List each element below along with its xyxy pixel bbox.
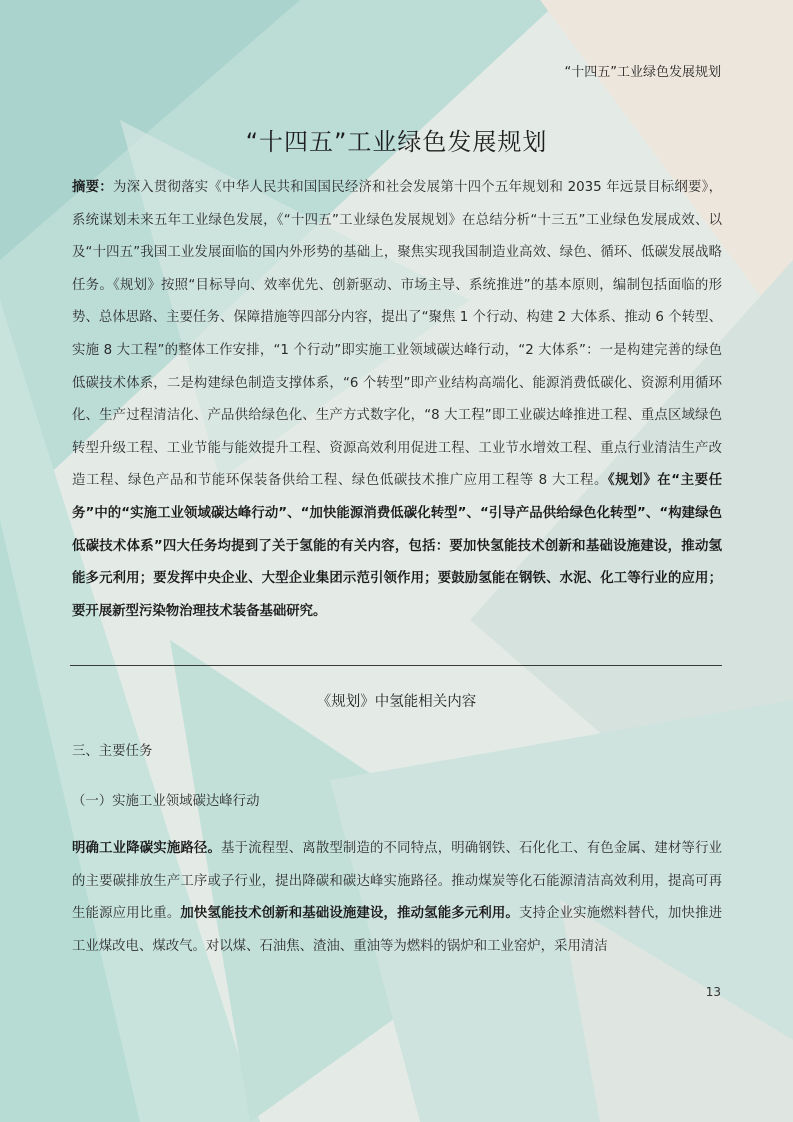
body-paragraph [72,833,722,963]
abstract-hydrogen-summary: 《规划》在“主要任务”中的“实施工业领域碳达峰行动”、“加快能源消费低碳化转型”、“引导产品供给绿色化转型”、“构建绿色低碳技术体系”四大任务均提到了关于氢能的有关内容，包括：要加快氢能技术创新和基础设施建设，推动氢能多元利用；要发挥中央企业、大型企业集团示范引领作用；要鼓励氢能在钢铁、水泥、化工等行业的应用；要开展新型污染物治理技术装备基础研究。 [72,473,722,619]
section-divider [70,665,722,666]
abstract-label: 摘要： [72,180,113,195]
document-title: “十四五”工业绿色发展规划 [245,128,548,156]
abstract-text: 为深入贯彻落实《中华人民共和国国民经济和社会发展第十四个五年规划和 2035 年远景目标纲要》，系统谋划未来五年工业绿色发展，《“十四五”工业绿色发展规划》在总结分析“十三五”工业绿色发展成效、以及“十四五”我国工业发展面临的国内外形势的基础上，聚焦实现我国制造业高效、绿色、循环、低碳发展战略任务。《规划》按照“目标导向、效率优先、创新驱动、市场主导、系统推进”的基本原则，编制包括面临的形势、总体思路、主要任务、保障措施等四部分内容，提出了“聚焦 1 个行动、构建 2 大体系、推动 6 个转型、实施 8 大工程”的整体工作安排，“1 个行动”即实施工业领域碳达峰行动，“2 大体系”：一是构建完善的绿色低碳技术体系，二是构建绿色制造支撑体系，“6 个转型”即产业结构高端化、能源消费低碳化、资源利用循环化、生产过程清洁化、产品供给绿色化、生产方式数字化，“8 大工程”即工业碳达峰推进工程、重点区域绿色转型升级工程、工业节能与能效提升工程、资源高效利用促进工程、工业节水增效工程、重点行业清洁生产改造工程、绿色产品和节能环保装备供给工程、绿色低碳技术推广应用工程等 8 大工程。 [72,180,723,489]
body-bold-2: 加快氢能技术创新和基础设施建设，推动氢能多元利用。 [180,906,519,921]
body-bold-1: 明确工业降碳实施路径。 [72,841,221,856]
heading-main-tasks: 三、主要任务 [72,744,153,759]
running-header: “十四五”工业绿色发展规划 [564,65,721,80]
body-text-2: 支持企业实施燃料替代，加快推进工业煤改电、煤改气。对以煤、石油焦、渣油、重油等为燃料的锅炉和工业窑炉，采用清洁 [72,906,723,954]
abstract-paragraph [72,172,722,628]
section-title: 《规划》中氢能相关内容 [316,694,477,710]
body-text-1: 基于流程型、离散型制造的不同特点，明确钢铁、石化化工、有色金属、建材等行业的主要碳排放生产工序或子行业，提出降碳和碳达峰实施路径。推动煤炭等化石能源清洁高效利用，提高可再生能源应用比重。 [72,841,723,921]
heading-carbon-peak-action: （一）实施工业领域碳达峰行动 [72,794,260,809]
page-number: 13 [705,985,721,999]
